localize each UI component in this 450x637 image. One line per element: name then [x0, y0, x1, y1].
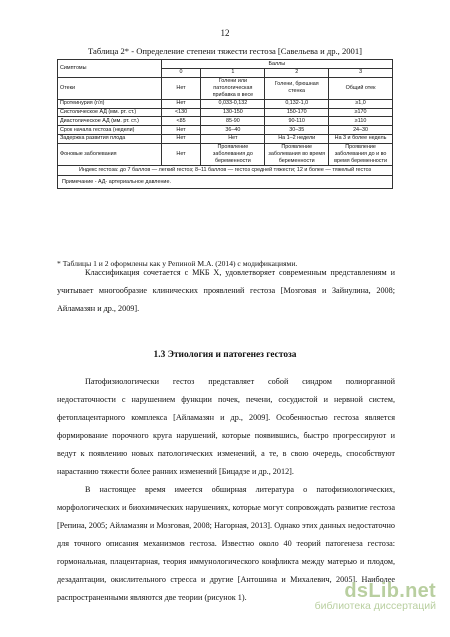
- table-cell: 30–35: [265, 126, 329, 135]
- table-cell: Проявление заболевания до и во время беременности: [329, 143, 393, 165]
- row-label: Срок начала гестоза (недели): [58, 126, 162, 135]
- header-col-3: 3: [329, 68, 393, 77]
- header-scores: Баллы: [161, 60, 392, 69]
- watermark-subtitle: библиотека диссертаций: [314, 600, 436, 612]
- dslib-watermark: [315, 580, 436, 612]
- table-cell: Проявление заболевания до беременности: [201, 143, 265, 165]
- gestosis-index-note: Индекс гестоза: до 7 баллов — легкий гестоз; 8–11 баллов — гестоз средней тяжести; 12 и более — тяжелый гестоз: [58, 165, 393, 175]
- paragraph-pathophysiology: [57, 373, 395, 481]
- table-cell: Голени или патологическая прибавка в весе: [201, 77, 265, 99]
- table-row: [58, 126, 393, 135]
- table-cell: Нет: [201, 134, 265, 143]
- table-row: [58, 143, 393, 165]
- footnote: * Таблицы 1 и 2 оформлены как у Репиной М.А. (2014) с модификациями.: [57, 259, 298, 268]
- paragraph-text: В настоящее время имеется обширная литература о патофизиологических, морфологических и биохимических нарушениях, которые могут сопровождать развитие гестоза [Репина, 2005; Айламазян и Мозговая, 2008; Нагорная, 2013]. Однако этих данных недостаточно для точного описания механизмов гестоза. Известно около 40 теорий патогенеза гестоза: гормональная, плацентарная, теория иммунологического конфликта между матерью и плодом, дезадаптации, окислительного стресса и другие [Антошина и Михалевич, 2005]. Наиболее распространенными являются две теории (рисунок 1).: [57, 485, 395, 602]
- row-label: Задержка развития плода: [58, 134, 162, 143]
- row-label: Диастолическое АД (мм. рт. ст.): [58, 117, 162, 126]
- table-cell: 130-150: [201, 108, 265, 117]
- row-label: Систолическое АД (мм. рт. ст.): [58, 108, 162, 117]
- watermark-logo: dsLib.net: [344, 580, 436, 602]
- table-cell: Нет: [161, 99, 201, 108]
- header-symptoms: Симптомы: [58, 60, 162, 78]
- table-cell: На 3 и более недель: [329, 134, 393, 143]
- table-cell: <85: [161, 117, 201, 126]
- page-number: 12: [220, 28, 230, 38]
- severity-table: [57, 59, 393, 189]
- paragraph-classification: [57, 264, 395, 318]
- row-label: Отеки: [58, 77, 162, 99]
- table-cell: Нет: [161, 134, 201, 143]
- paragraph-text: Классификация сочетается с МКБ Х, удовлетворяет современным представлениям и учитывает многообразие клинических проявлений гестоза [Мозговая и Зайнулина, 2008; Айламазян и др., 2009].: [57, 268, 395, 313]
- header-col-1: 1: [201, 68, 265, 77]
- header-col-0: 0: [161, 68, 201, 77]
- section-heading: 1.3 Этиология и патогенез гестоза: [153, 350, 297, 360]
- table-note: Примечание - АД- артериальное давление.: [58, 175, 393, 189]
- table-cell: 85-90: [201, 117, 265, 126]
- row-label: Протеинурия (г/л): [58, 99, 162, 108]
- row-label: Фоновые заболевания: [58, 143, 162, 165]
- table-row: [58, 77, 393, 99]
- table-row: [58, 134, 393, 143]
- table-cell: Проявление заболевания во время беременности: [265, 143, 329, 165]
- table-caption: Таблица 2* - Определение степени тяжести гестоза [Савельева и др., 2001]: [88, 46, 362, 56]
- table-cell: 24–30: [329, 126, 393, 135]
- header-col-2: 2: [265, 68, 329, 77]
- table-row: [58, 99, 393, 108]
- table-cell: 90-110: [265, 117, 329, 126]
- table-row: [58, 117, 393, 126]
- table-cell: 0,033-0,132: [201, 99, 265, 108]
- table-cell: Нет: [161, 77, 201, 99]
- table-cell: Голени, брюшная стенка: [265, 77, 329, 99]
- table-row: [58, 108, 393, 117]
- table-cell: ≥1,0: [329, 99, 393, 108]
- table-cell: 0,132-1,0: [265, 99, 329, 108]
- table-cell: Нет: [161, 143, 201, 165]
- table-cell: Общий отек: [329, 77, 393, 99]
- table-cell: ≥170: [329, 108, 393, 117]
- table-cell: На 1–2 недели: [265, 134, 329, 143]
- table-cell: 150-170: [265, 108, 329, 117]
- table-cell: <130: [161, 108, 201, 117]
- table-cell: Нет: [161, 126, 201, 135]
- table-cell: 36–40: [201, 126, 265, 135]
- paragraph-text: Патофизиологически гестоз представляет собой синдром полиорганной недостаточности с нарушением функции почек, печени, сосудистой и нервной систем, фетоплацентарного комплекса [Айламазян и др., 2009]. Особенностью гестоза является формирование порочного круга нарушений, которые появившись, быстро прогрессируют и ведут к появлению новых патологических изменений, а те, в свою очередь, способствуют нарастанию тяжести более ранних изменений [Бицадзе и др., 2012].: [57, 377, 395, 476]
- table-cell: ≥110: [329, 117, 393, 126]
